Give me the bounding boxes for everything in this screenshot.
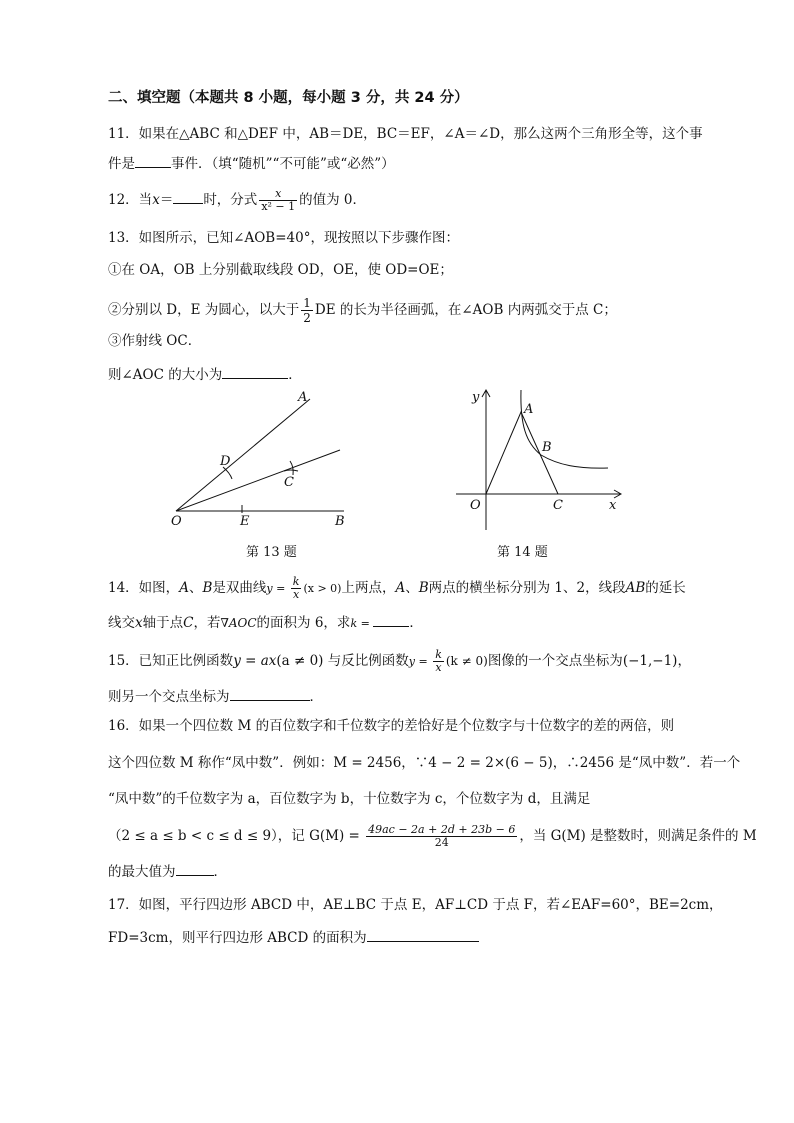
q15-frac-numerator: k xyxy=(435,648,442,661)
q15-text: 图像的一个交点坐标为 xyxy=(487,653,623,669)
q14-cond: (x > 0) xyxy=(303,582,342,595)
q16-fraction xyxy=(366,824,517,849)
q14-text: 是双曲线 xyxy=(212,580,267,596)
q12-answer-blank xyxy=(173,189,203,204)
q16-text: ，当 G(M) 是整数时，则满足条件的 M xyxy=(519,828,757,844)
q13-text: ． xyxy=(288,367,302,383)
label-B: B xyxy=(542,440,552,455)
q11-text: 事件．（填“随机”“不可能”或“必然”） xyxy=(171,156,395,172)
q14-text: 的面积为 6，求 xyxy=(256,615,351,631)
q13-text: ②分别以 D，E 为圆心，以大于 xyxy=(108,302,300,318)
label-y: y xyxy=(472,390,480,405)
q14-eq: = xyxy=(357,617,374,630)
q14-frac-numerator: k xyxy=(292,575,300,588)
q15-func1-cond: (a ≠ 0) xyxy=(276,653,324,669)
label-x: x xyxy=(609,498,617,513)
q12-text: 时，分式 xyxy=(203,192,258,208)
q14-line1 xyxy=(108,576,686,601)
q15-line2 xyxy=(108,686,323,707)
q15-point: (−1,−1) xyxy=(622,653,678,669)
q13-frac-denominator: 2 xyxy=(303,311,311,325)
q14-eq: = xyxy=(272,582,289,595)
q14-point-A: A xyxy=(395,580,406,596)
q16-frac-denominator: 24 xyxy=(434,836,449,849)
label-D: D xyxy=(220,454,231,469)
figure-14 xyxy=(448,385,628,535)
q14-frac-denominator: x xyxy=(293,588,300,601)
ray-OA xyxy=(176,399,310,511)
q13-frac-numerator: 1 xyxy=(303,296,311,310)
q14-text: 的延长 xyxy=(645,580,686,596)
q16-line5 xyxy=(108,861,227,882)
q14-text: 两点的横坐标分别为 1、2，线段 xyxy=(428,580,626,596)
q16-line4 xyxy=(108,824,757,849)
label-A: A xyxy=(298,390,308,405)
arc-mark-C2 xyxy=(284,470,298,471)
q14-text: 、 xyxy=(405,580,419,596)
q13-text: 则∠AOC 的大小为 xyxy=(108,367,223,383)
q11-text: 件是 xyxy=(108,156,135,172)
q16-answer-blank xyxy=(176,861,214,876)
q14-text: 线交 xyxy=(108,615,135,631)
ray-OC xyxy=(176,450,340,511)
label-O: O xyxy=(470,498,481,513)
q14-k: k xyxy=(350,617,358,630)
q14-line2 xyxy=(108,612,423,634)
q14-text: 、 xyxy=(188,580,203,596)
q15-fraction xyxy=(433,649,444,674)
figure-14-svg xyxy=(448,385,628,535)
q15-answer-blank xyxy=(230,686,310,701)
q13-answer-blank xyxy=(222,364,288,379)
q12-line xyxy=(108,188,366,213)
q14-segment-AB: AB xyxy=(625,580,646,596)
q16-frac-numerator: 49ac − 2a + 2d + 23b − 6 xyxy=(368,823,516,836)
q13-step3: ③作射线 OC． xyxy=(108,333,202,349)
q15-text: ， xyxy=(677,653,691,669)
q11-answer-blank xyxy=(135,153,171,168)
q14-text: ． xyxy=(409,615,423,631)
q17-text: FD=3cm，则平行四边形 ABCD 的面积为 xyxy=(108,930,367,946)
label-E: E xyxy=(240,514,250,529)
label-O: O xyxy=(171,514,182,529)
figure-13 xyxy=(160,385,360,535)
q14-text: 上两点， xyxy=(341,580,396,596)
q16-line2: 这个四位数 M 称作“凤中数”．例如：M = 2456，∵4 − 2 = 2×(6 − 5)，∴2456 是“凤中数”．若一个 xyxy=(108,755,741,771)
label-C: C xyxy=(284,475,294,490)
q16-text: （2 ≤ a ≤ b < c ≤ d ≤ 9），记 G(M) = xyxy=(108,828,365,844)
q15-text: 15．已知正比例函数 xyxy=(108,653,234,669)
q17-answer-blank xyxy=(367,927,479,942)
q15-line1 xyxy=(108,649,691,674)
q16-text: 的最大值为 xyxy=(108,864,176,880)
q14-point-B: B xyxy=(418,580,429,596)
q13-half-fraction xyxy=(301,296,313,325)
q13-step1: ①在 OA，OB 上分别截取线段 OD，OE，使 OD=OE； xyxy=(108,262,453,278)
q15-text: 与反比例函数 xyxy=(327,653,409,669)
q12-frac-numerator: x xyxy=(259,188,297,201)
label-B: B xyxy=(335,514,345,529)
q11-line1: 11．如果在△ABC 和△DEF 中，AB＝DE，BC＝EF，∠A＝∠D，那么这两个三角形全等，这个事 xyxy=(108,126,703,142)
q12-frac-denominator: x² − 1 xyxy=(261,200,296,213)
q12-var: x xyxy=(152,192,160,208)
q11-line2 xyxy=(108,153,395,174)
q14-text: 轴于点 xyxy=(142,615,184,631)
q17-line1: 17．如图，平行四边形 ABCD 中，AE⊥BC 于点 E，AF⊥CD 于点 F，若∠EAF=60°，BE=2cm， xyxy=(108,897,723,913)
hyperbola-curve xyxy=(521,390,608,468)
q14-point-C: C xyxy=(183,615,194,631)
q12-text: 的值为 0． xyxy=(299,192,367,208)
q16-line1: 16．如果一个四位数 M 的百位数字和千位数字的差恰好是个位数字与十位数字的差的两倍，则 xyxy=(108,718,675,734)
q12-fraction xyxy=(259,188,297,213)
q15-y: y = xyxy=(408,655,432,668)
q14-point-B: B xyxy=(202,580,213,596)
q14-fraction xyxy=(291,576,302,601)
section-heading: 二、填空题（本题共 8 小题，每小题 3 分，共 24 分） xyxy=(108,90,469,106)
q12-text: 12．当 xyxy=(108,192,153,208)
q14-point-A: A xyxy=(179,580,189,596)
q15-text: 则另一个交点坐标为 xyxy=(108,689,230,705)
q14-text: ，若 xyxy=(193,615,221,631)
q15-func1: y = ax xyxy=(233,653,277,669)
q12-text: ＝ xyxy=(159,192,174,208)
q14-text: 14．如图， xyxy=(108,580,180,596)
q13-step2 xyxy=(108,296,617,325)
q14-x: x xyxy=(135,615,143,631)
q14-triangle: ∇AOC xyxy=(220,616,257,630)
q15-frac-denominator: x xyxy=(435,661,442,674)
label-C: C xyxy=(553,498,563,513)
q15-func2-cond: (k ≠ 0) xyxy=(445,654,488,668)
q14-y: y xyxy=(266,582,273,595)
figure-13-svg xyxy=(160,385,360,535)
q16-line3: “凤中数”的千位数字为 a，百位数字为 b，十位数字为 c，个位数字为 d，且满足 xyxy=(108,791,591,807)
q13-text: DE 的长为半径画弧，在∠AOB 内两弧交于点 C； xyxy=(314,302,617,318)
q13-ask xyxy=(108,364,302,385)
q14-answer-blank xyxy=(373,612,409,627)
figure-13-caption: 第 13 题 xyxy=(246,545,297,560)
q15-text: ． xyxy=(309,689,323,705)
label-A: A xyxy=(524,402,534,417)
figure-14-caption: 第 14 题 xyxy=(497,545,548,560)
q13-line1: 13．如图所示，已知∠AOB=40°，现按照以下步骤作图： xyxy=(108,230,459,246)
q17-line2 xyxy=(108,927,479,948)
q16-text: ． xyxy=(213,864,227,880)
